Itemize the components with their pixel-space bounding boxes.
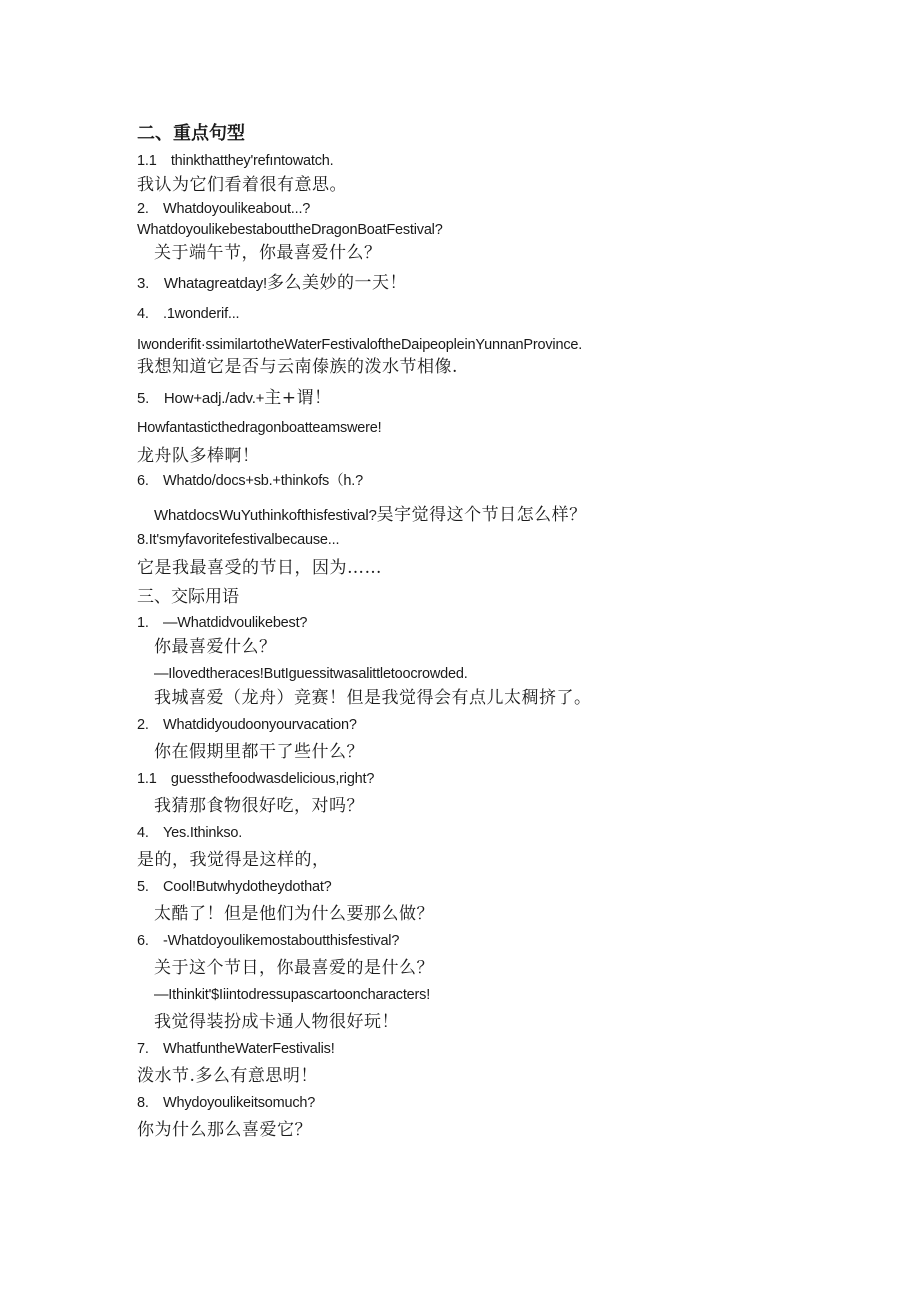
dialog-2-en: 2. Whatdidyoudoonyourvacation? — [137, 717, 357, 733]
dialog-1-reply-en: —Ilovedtheraces!ButIguessitwasalittletoocrowded. — [154, 666, 468, 682]
dialog-8-en: 8. Whydoyoulikeitsomuch? — [137, 1095, 316, 1111]
sentence-4-example-zh: 我想知道它是否与云南傣族的泼水节相像. — [137, 357, 458, 377]
sentence-6-example — [154, 507, 587, 524]
sentence-3-en: 3. Whatagreatday! — [137, 275, 268, 292]
sentence-4-example-en: Iwonderifit·ssimilartotheWaterFestivaloftheDaipeopleinYunnanProvince. — [137, 337, 583, 353]
dialog-6-reply-en: —Ithinkit'$Iiintodressupascartooncharacters! — [154, 987, 431, 1003]
dialog-4-en: 4. Yes.Ithinkso. — [137, 825, 243, 841]
sentence-5-example-zh: 龙舟队多棒啊！ — [137, 446, 260, 466]
dialog-3-zh: 我猜那食物很好吃，对吗？ — [154, 796, 364, 816]
dialog-4-zh: 是的，我觉得是这样的， — [137, 850, 330, 870]
sentence-5-example-en: Howfantasticthedragonboatteamswere! — [137, 420, 382, 436]
section-3-heading: 三、交际用语 — [137, 587, 239, 607]
sentence-4-en: 4. .1wonderif... — [137, 306, 240, 322]
sentence-5-en: 5. How+adj./adv.+ — [137, 390, 265, 407]
dialog-1-zh: 你最喜爱什么？ — [154, 637, 277, 657]
sentence-8-en: 8.It'smyfavoritefestivalbecause... — [137, 532, 340, 548]
dialog-6-en: 6. -Whatdoyoulikemostaboutthisfestival? — [137, 933, 400, 949]
sentence-6-example-en: WhatdocsWuYuthinkofthisfestival? — [154, 507, 377, 524]
sentence-6-example-zh: 吴宇觉得这个节日怎么样？ — [376, 505, 587, 525]
dialog-1-reply-zh: 我城喜爱（龙舟）竞赛！但是我觉得会有点儿太稠挤了。 — [154, 688, 592, 708]
sentence-1-zh: 我认为它们看着很有意思。 — [137, 175, 347, 195]
sentence-5-zh: 主+谓！ — [264, 388, 332, 408]
dialog-6-zh: 关于这个节日，你最喜爱的是什么？ — [154, 958, 434, 978]
section-2-heading: 二、重点句型 — [137, 123, 245, 144]
sentence-3-zh: 多么美妙的一天！ — [267, 273, 408, 293]
sentence-3 — [137, 275, 407, 292]
dialog-5-en: 5. Cool!Butwhydotheydothat? — [137, 879, 332, 895]
sentence-2-example-zh: 关于端午节，你最喜爱什么？ — [154, 243, 382, 263]
sentence-5 — [137, 390, 331, 407]
sentence-2-example-en: WhatdoyoulikebestabouttheDragonBoatFestival? — [137, 222, 443, 238]
sentence-6-en: 6. Whatdo/docs+sb.+thinkofs（h.? — [137, 473, 363, 489]
dialog-2-zh: 你在假期里都干了些什么？ — [154, 742, 364, 762]
sentence-2-en: 2. Whatdoyoulikeabout...? — [137, 201, 311, 217]
dialog-3-en: 1.1 guessthefoodwasdelicious,right? — [137, 771, 375, 787]
dialog-1-en: 1. —Whatdidvoulikebest? — [137, 615, 308, 631]
dialog-7-en: 7. WhatfuntheWaterFestivalis! — [137, 1041, 335, 1057]
dialog-6-reply-zh: 我觉得装扮成卡通人物很好玩！ — [154, 1012, 399, 1032]
dialog-5-zh: 太酷了！但是他们为什么要那么做？ — [154, 904, 434, 924]
sentence-8-zh: 它是我最喜受的节日，因为…… — [137, 558, 382, 578]
sentence-1-en: 1.1 thinkthatthey'refıntowatch. — [137, 153, 334, 169]
dialog-7-zh: 泼水节.多么有意思明！ — [137, 1066, 318, 1086]
dialog-8-zh: 你为什么那么喜爱它？ — [137, 1120, 312, 1140]
